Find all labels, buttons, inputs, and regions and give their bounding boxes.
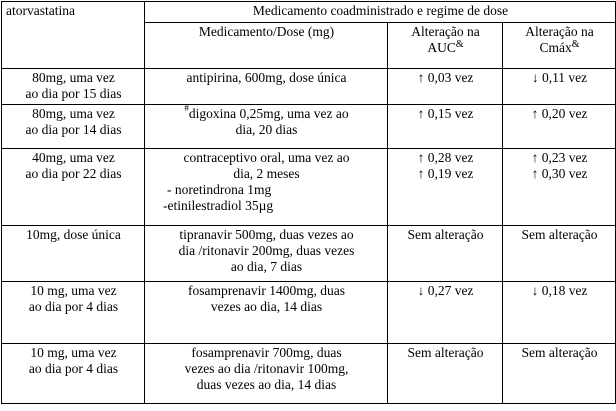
- atorvastatina-dose-line: ao dia por 4 dias: [28, 299, 119, 314]
- auc-change-cell: [388, 105, 503, 149]
- auc-change-line: ↑ 0,03 vez: [417, 70, 474, 85]
- header-auc-sup: &: [455, 39, 464, 50]
- coadministered-drug-cell: [145, 149, 388, 226]
- coadministered-drug-line: fosamprenavir 1400mg, duas: [187, 283, 346, 298]
- auc-change-line: Sem alteração: [407, 345, 484, 360]
- atorvastatina-dose-line: 10mg, dose única: [26, 227, 121, 242]
- atorvastatina-dose-cell: [2, 105, 145, 149]
- cmax-change-cell: [503, 149, 616, 226]
- header-auc-line2: AUC: [427, 40, 456, 55]
- coadministered-drug-line: dia, 2 meses: [233, 166, 300, 181]
- atorvastatina-dose-cell: [2, 282, 145, 344]
- coadministered-drug-cell: [145, 282, 388, 344]
- auc-change-cell: [388, 69, 503, 105]
- header-cmax-sup: &: [571, 39, 580, 50]
- table-row: [2, 344, 616, 404]
- atorvastatina-dose-line: ao dia por 15 dias: [25, 86, 122, 101]
- header-auc: [388, 23, 503, 69]
- cmax-change-line: Sem alteração: [521, 227, 598, 242]
- table-row: [2, 149, 616, 226]
- cmax-change-cell: [503, 344, 616, 404]
- atorvastatina-dose-line: ao dia por 22 dias: [25, 166, 122, 181]
- atorvastatina-dose-line: 10 mg, uma vez: [30, 345, 117, 360]
- atorvastatina-dose-cell: [2, 226, 145, 282]
- header-cmax: [503, 23, 616, 69]
- header-cmax-line2: Cmáx: [539, 40, 572, 55]
- table-row: [2, 226, 616, 282]
- auc-change-line: ↓ 0,27 vez: [417, 283, 474, 298]
- atorvastatina-dose-cell: [2, 344, 145, 404]
- contraceptive-component: -etinilestradiol 35µg: [163, 198, 274, 213]
- cmax-change-line: ↑ 0,20 vez: [531, 106, 588, 121]
- auc-change-line: ↑ 0,28 vez: [417, 150, 474, 165]
- cmax-change-cell: [503, 282, 616, 344]
- coadministered-drug-line: dia /ritonavir 200mg, duas vezes: [178, 243, 355, 258]
- cmax-change-cell: [503, 69, 616, 105]
- coadministered-drug-line: vezes ao dia /ritonavir 100mg,: [184, 361, 349, 376]
- coadministered-drug-line: tipranavir 500mg, duas vezes ao: [179, 227, 354, 242]
- atorvastatina-dose-line: ao dia por 4 dias: [28, 361, 119, 376]
- atorvastatina-dose-cell: [2, 149, 145, 226]
- coadministered-drug-line: fosamprenavir 700mg, duas: [191, 345, 342, 360]
- atorvastatina-dose-line: 80mg, uma vez: [32, 106, 115, 121]
- cmax-change-line: ↓ 0,18 vez: [531, 283, 588, 298]
- header-group: Medicamento coadministrado e regime de dose: [145, 2, 616, 23]
- atorvastatina-dose-line: 40mg, uma vez: [32, 150, 115, 165]
- coadministered-drug-cell: [145, 69, 388, 105]
- table-row: [2, 105, 616, 149]
- header-auc-line1: Alteração na: [411, 24, 480, 39]
- atorvastatina-dose-line: 80mg, uma vez: [32, 70, 115, 85]
- header-drug-dose: Medicamento/Dose (mg): [145, 23, 388, 69]
- interaction-table: [1, 1, 616, 404]
- auc-change-cell: [388, 282, 503, 344]
- contraceptive-component: - noretindrona 1mg: [167, 182, 272, 197]
- cmax-change-line: ↑ 0,23 vez: [531, 150, 588, 165]
- cmax-change-cell: [503, 226, 616, 282]
- coadministered-drug-line: vezes ao dia, 14 dias: [210, 299, 323, 314]
- cmax-change-line: ↓ 0,11 vez: [531, 70, 588, 85]
- table-row: [2, 69, 616, 105]
- coadministered-drug-line: ao dia, 7 dias: [230, 259, 303, 274]
- cmax-change-line: Sem alteração: [521, 345, 598, 360]
- coadministered-drug-line: dia, 20 dias: [235, 122, 298, 137]
- coadministered-drug-cell: [145, 105, 388, 149]
- coadministered-drug-line: antipirina, 600mg, dose única: [186, 70, 347, 85]
- auc-change-cell: [388, 344, 503, 404]
- coadministered-drug-line: contraceptivo oral, uma vez ao: [183, 150, 350, 165]
- header-cmax-line1: Alteração na: [525, 24, 594, 39]
- cmax-change-line: ↑ 0,30 vez: [531, 166, 588, 181]
- auc-change-line: ↑ 0,19 vez: [417, 166, 474, 181]
- auc-change-line: Sem alteração: [407, 227, 484, 242]
- header-row-1: [2, 2, 616, 23]
- auc-change-cell: [388, 226, 503, 282]
- cmax-change-cell: [503, 105, 616, 149]
- coadministered-drug-line: duas vezes ao dia, 14 dias: [196, 377, 337, 392]
- footnote-marker: #: [184, 103, 189, 113]
- auc-change-line: ↑ 0,15 vez: [417, 106, 474, 121]
- atorvastatina-dose-line: ao dia por 14 dias: [25, 122, 122, 137]
- auc-change-cell: [388, 149, 503, 226]
- atorvastatina-dose-cell: [2, 69, 145, 105]
- atorvastatina-dose-line: 10 mg, uma vez: [30, 283, 117, 298]
- coadministered-drug-cell: [145, 226, 388, 282]
- coadministered-drug-cell: [145, 344, 388, 404]
- table-row: [2, 282, 616, 344]
- header-atorvastatina: atorvastatina: [2, 2, 145, 69]
- coadministered-drug-line: digoxina 0,25mg, uma vez ao: [188, 106, 349, 121]
